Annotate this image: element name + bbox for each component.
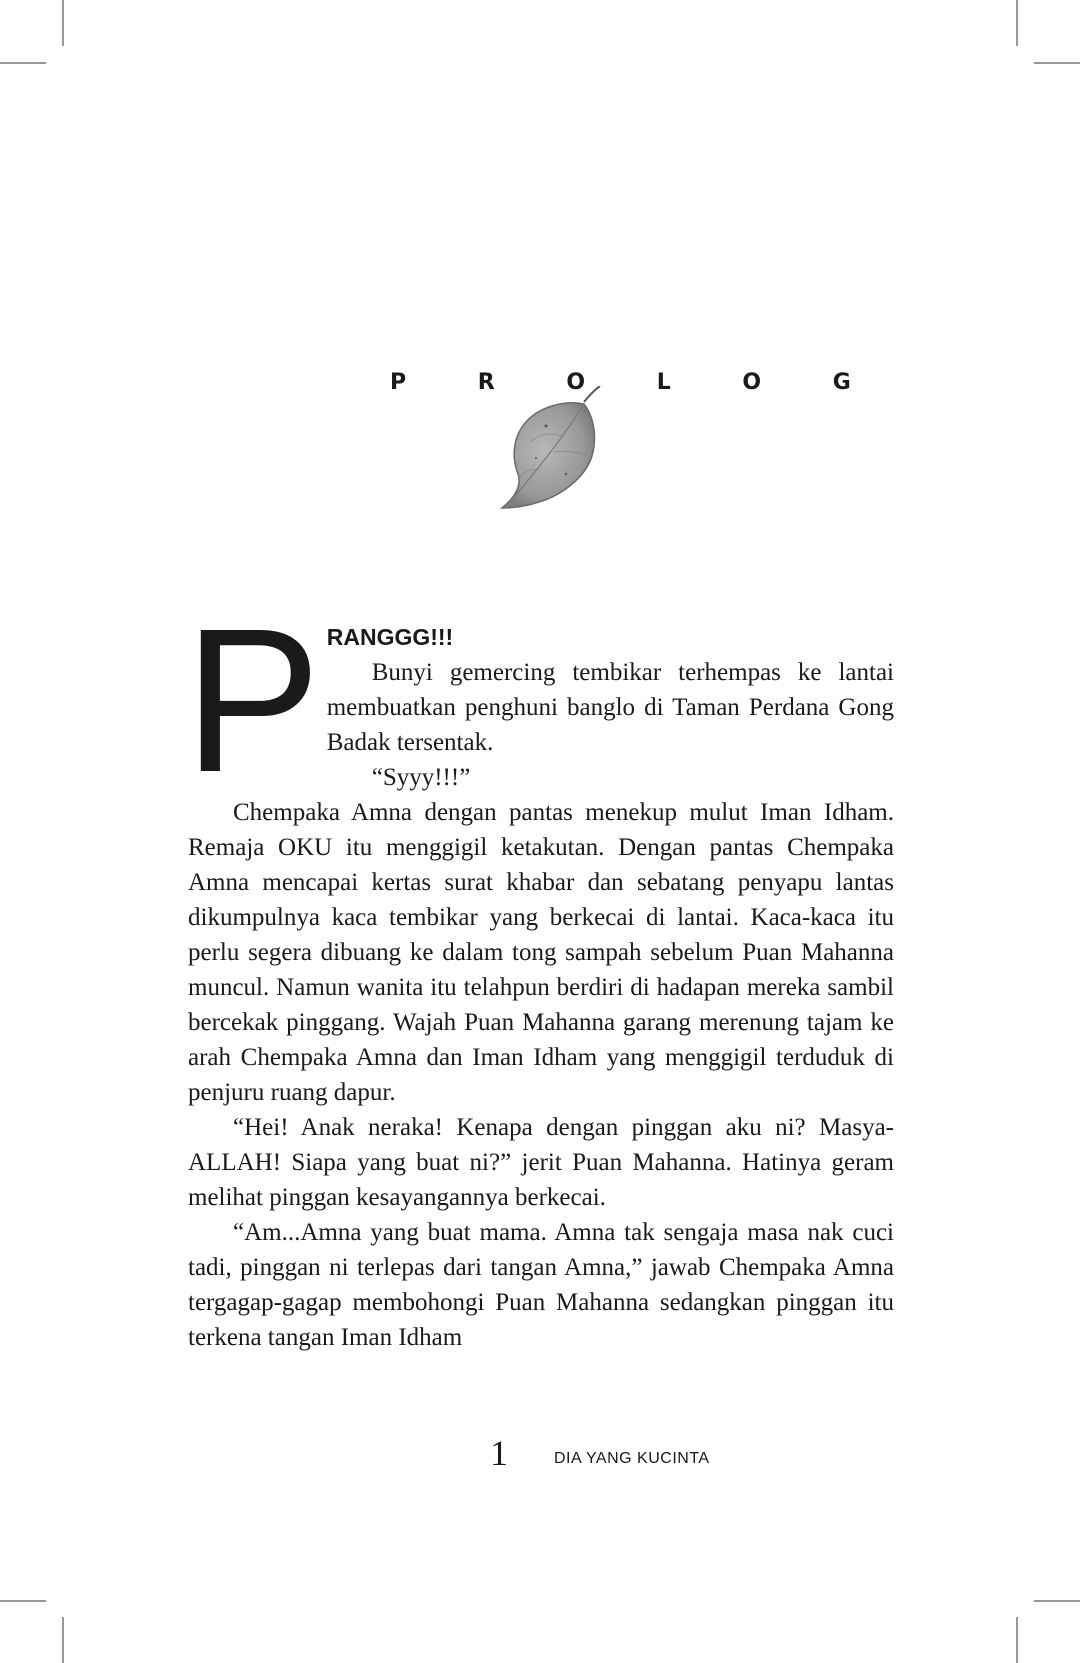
lead-word: RANGGG!!! bbox=[326, 624, 454, 650]
running-title: DIA YANG KUCINTA bbox=[554, 1450, 710, 1467]
crop-mark bbox=[62, 1617, 64, 1663]
crop-mark bbox=[1034, 1600, 1080, 1602]
drop-cap: P bbox=[184, 586, 321, 815]
crop-mark bbox=[0, 1600, 46, 1602]
paragraph: “Hei! Anak neraka! Kenapa dengan pinggan aku ni? Masya-ALLAH! Siapa yang buat ni?” jerit Puan Mahanna. Hatinya geram melihat pinggan kesayangannya berkecai. bbox=[188, 1114, 894, 1211]
chapter-title: P R O L O G bbox=[390, 370, 883, 395]
crop-mark bbox=[0, 62, 46, 64]
crop-mark bbox=[1034, 62, 1080, 64]
crop-mark bbox=[1016, 1617, 1018, 1663]
paragraph: “Am...Amna yang buat mama. Amna tak sengaja masa nak cuci tadi, pinggan ni terlepas dari tangan Amna,” jawab Chempaka Amna tergagap-gagap membohongi Puan Mahanna sedangkan pinggan itu terkena tangan Iman Idham bbox=[188, 1219, 894, 1351]
crop-mark bbox=[1016, 0, 1018, 46]
paragraph: “Syyy!!!” bbox=[371, 764, 471, 791]
paragraph: Chempaka Amna dengan pantas menekup mulut Iman Idham. Remaja OKU itu menggigil ketakutan. Dengan pantas Chempaka Amna mencapai kertas surat khabar dan sebatang penyapu lantas dikumpulnya kaca tembikar yang berkecai di lantai. Kaca-kaca itu perlu segera dibuang ke dalam tong sampah sebelum Puan Mahanna muncul. Namun wanita itu telahpun berdiri di hadapan mereka sambil bercekak pinggang. Wajah Puan Mahanna garang merenung tajam ke arah Chempaka Amna dan Iman Idham yang menggigil terduduk di penjuru ruang dapur. bbox=[188, 799, 894, 1106]
page-number: 1 bbox=[490, 1433, 508, 1473]
crop-mark bbox=[62, 0, 64, 46]
leaf-icon bbox=[500, 386, 620, 510]
chapter-body bbox=[184, 586, 894, 1355]
paragraph: Bunyi gemercing tembikar terhempas ke lantai membuatkan penghuni banglo di Taman Perdana Gong Badak tersentak. bbox=[326, 659, 894, 756]
